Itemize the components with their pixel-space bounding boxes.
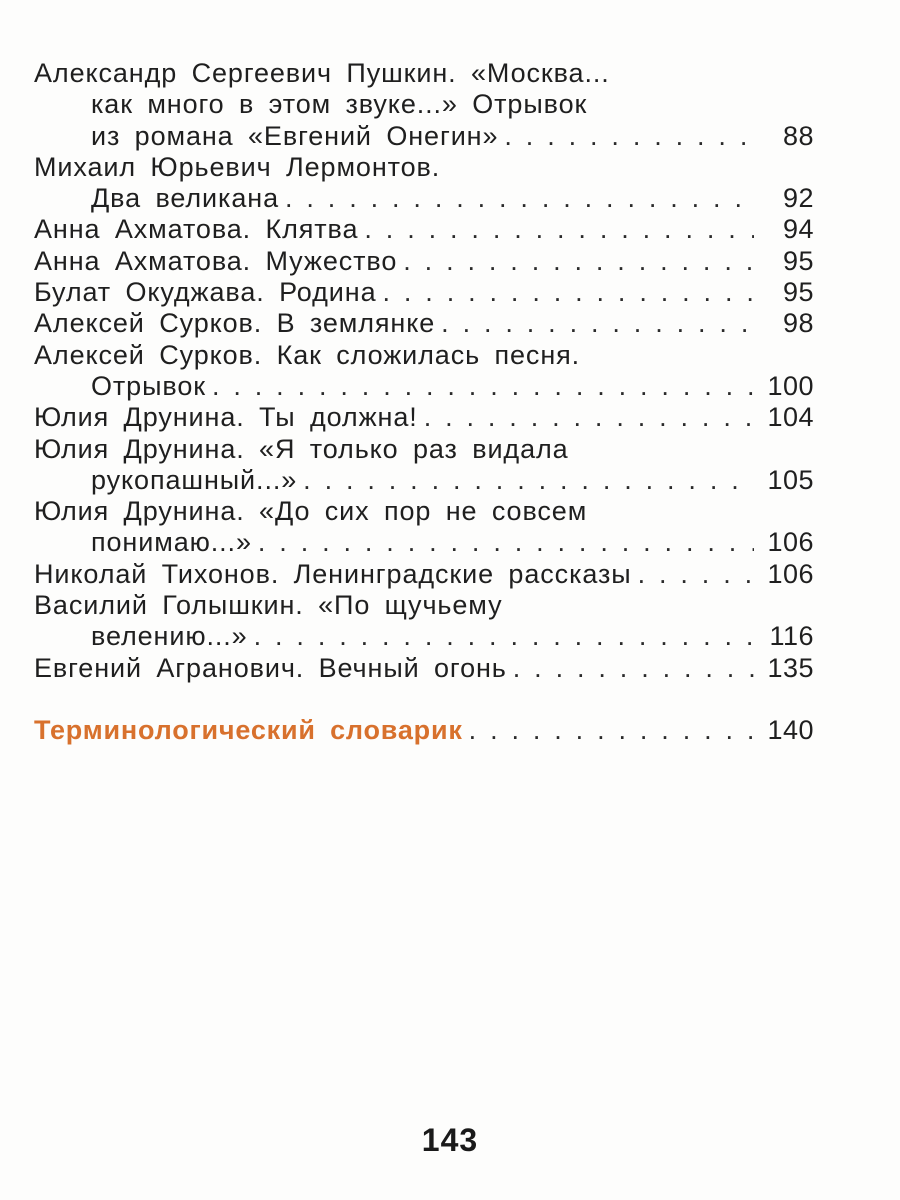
toc-entry	[34, 214, 814, 245]
toc-entry-text: велению...»	[91, 621, 248, 652]
toc-page-number: 94	[782, 214, 814, 245]
toc-entry-text: Николай Тихонов. Ленинградские рассказы	[34, 558, 632, 589]
dot-leader	[638, 559, 754, 590]
toc-entry	[34, 277, 814, 308]
toc-entry-text: Юлия Друнина. Ты должна!	[34, 402, 418, 433]
toc-entry-text: Александр Сергеевич Пушкин. «Москва...	[34, 58, 610, 88]
dot-leader	[212, 371, 754, 402]
toc-entry-text: Алексей Сурков. В землянке	[34, 308, 436, 339]
toc-entry-text: Анна Ахматова. Мужество	[34, 245, 398, 276]
toc-entry-text: Евгений Агранович. Вечный огонь	[34, 652, 507, 683]
toc-entry-text: Алексей Сурков. Как сложилась песня.	[34, 339, 581, 370]
toc-page-number: 98	[782, 308, 814, 339]
toc-entry-text: понимаю...»	[91, 527, 252, 558]
toc-entry-text: Юлия Друнина. «Я только раз видала	[34, 433, 569, 464]
dot-leader	[303, 465, 754, 496]
toc-page-number: 92	[782, 183, 814, 214]
toc-page-number: 100	[767, 370, 814, 401]
toc-entry	[34, 653, 814, 684]
toc-entry-text: Анна Ахматова. Клятва	[34, 214, 359, 245]
toc-entry-text: из романа «Евгений Онегин»	[91, 120, 499, 151]
toc-entry-text: Михаил Юрьевич Лермонтов.	[34, 151, 441, 182]
toc-entry-text: Булат Окуджава. Родина	[34, 277, 377, 308]
toc-entry-text: как много в этом звуке...» Отрывок	[91, 89, 588, 120]
dictionary-heading: Терминологический словарик	[34, 715, 463, 745]
toc-page-number: 95	[782, 245, 814, 276]
dot-leader	[403, 246, 754, 277]
toc-entry	[34, 340, 814, 403]
toc-entry-text: Василий Голышкин. «По щучьему	[34, 590, 503, 621]
toc-entry-text: рукопашный...»	[91, 464, 298, 495]
dot-leader	[469, 715, 754, 746]
toc-entry	[34, 496, 814, 559]
dot-leader	[424, 402, 754, 433]
dot-leader	[285, 183, 754, 214]
toc-entry	[34, 246, 814, 277]
toc-entry	[34, 590, 814, 653]
toc-entry-text: Отрывок	[91, 370, 206, 401]
toc-entry	[34, 308, 814, 339]
toc-page-number: 106	[767, 527, 814, 558]
dot-leader	[513, 653, 754, 684]
toc-page-number: 135	[767, 652, 814, 683]
toc-page-number: 88	[782, 120, 814, 151]
toc-entry	[34, 152, 814, 215]
toc-entry	[34, 402, 814, 433]
dot-leader	[254, 621, 754, 652]
toc-page-number: 116	[769, 621, 814, 652]
toc-entry-dictionary	[34, 715, 814, 746]
toc-entry	[34, 58, 814, 152]
toc-page-number: 106	[767, 558, 814, 589]
page-number: 143	[421, 1122, 479, 1158]
dot-leader	[504, 121, 754, 152]
dot-leader	[364, 214, 754, 245]
dot-leader	[258, 527, 754, 558]
toc-page-number: 104	[767, 402, 814, 433]
toc-page-number: 105	[767, 464, 814, 495]
toc-entry	[34, 434, 814, 497]
toc-entry-text: Два великана	[91, 183, 279, 214]
toc-page-number: 95	[782, 277, 814, 308]
toc-page-number: 140	[767, 715, 814, 745]
dot-leader	[383, 277, 755, 308]
table-of-contents	[34, 58, 814, 684]
toc-entry-text: Юлия Друнина. «До сих пор не совсем	[34, 496, 588, 527]
dot-leader	[441, 308, 754, 339]
toc-entry	[34, 559, 814, 590]
